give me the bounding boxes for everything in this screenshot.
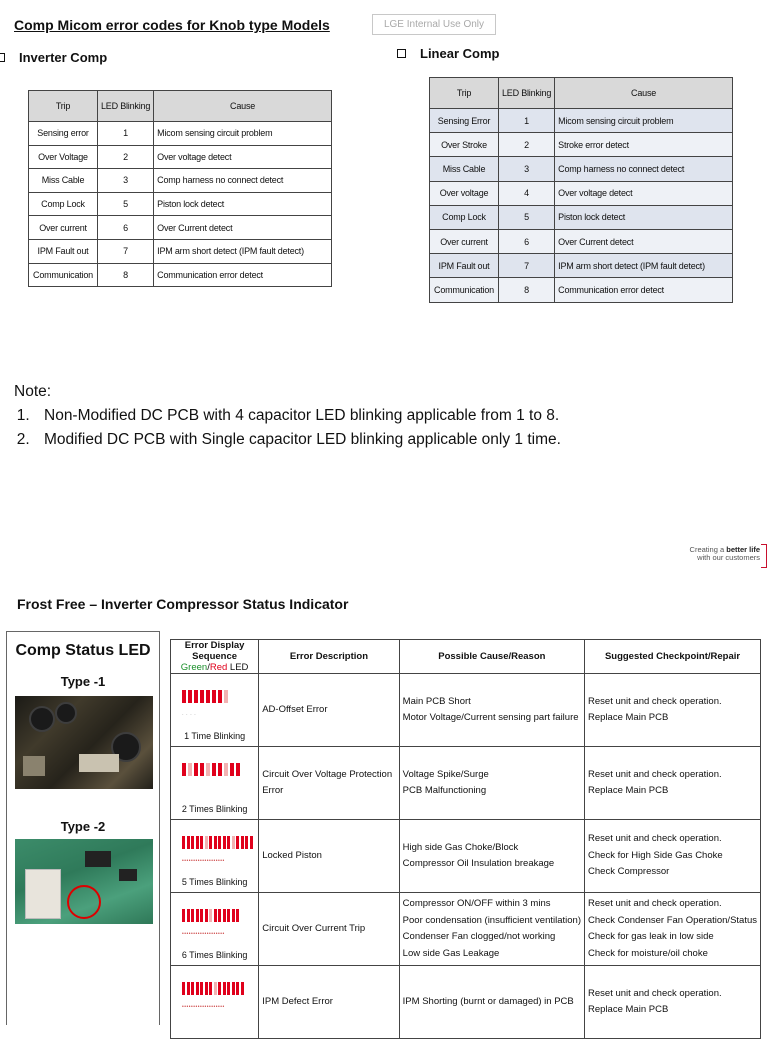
led-cell: 5 (98, 192, 154, 216)
repair-cell (585, 674, 761, 747)
comp-status-panel (6, 631, 160, 1025)
trip-cell: IPM Fault out (29, 239, 98, 263)
trip-cell: Over Stroke (430, 133, 499, 157)
repair-cell (585, 747, 761, 820)
pcb-photo-type1 (15, 696, 153, 789)
header-led: LED Blinking (98, 91, 154, 122)
led-blink-icon (182, 763, 240, 776)
blink-label: 6 Times Blinking (181, 949, 248, 960)
led-cell: 7 (499, 254, 555, 278)
type2-label: Type -2 (60, 819, 106, 834)
trip-cell: Communication (29, 263, 98, 287)
panel-title: Comp Status LED (15, 642, 151, 659)
table-header-row (430, 78, 733, 109)
red-label: Red (209, 662, 228, 673)
cause-cell (399, 966, 584, 1039)
cause-line: Low side Gas Leakage (402, 947, 500, 959)
table-header-row (171, 640, 761, 674)
trip-cell: IPM Fault out (430, 254, 499, 278)
repair-cell (585, 893, 761, 966)
blink-label: 2 Times Blinking (181, 803, 248, 814)
led-cell: 2 (98, 145, 154, 169)
table-row (430, 229, 733, 253)
cause-cell (399, 674, 584, 747)
description-cell: IPM Defect Error (259, 966, 399, 1039)
header-repair: Suggested Checkpoint/Repair (585, 640, 761, 674)
led-blink-icon (182, 909, 239, 922)
trip-cell: Over Voltage (29, 145, 98, 169)
table-row (171, 893, 761, 966)
repair-line: Check Compressor (588, 866, 670, 878)
led-blink-icon (182, 690, 228, 703)
type1-label: Type -1 (60, 674, 106, 689)
header-sequence (171, 640, 259, 674)
table-row (430, 254, 733, 278)
led-cell: 3 (98, 169, 154, 193)
repair-line: Replace Main PCB (588, 785, 669, 796)
header-led: LED Blinking (499, 78, 555, 109)
inverter-error-table (28, 90, 332, 287)
table-row (171, 966, 761, 1039)
cause-line: Main PCB Short (402, 695, 471, 707)
repair-line: Reset unit and check operation. (588, 898, 722, 909)
header-cause: Cause (555, 78, 733, 109)
inverter-section-title (0, 50, 107, 65)
cause-cell: Over voltage detect (154, 145, 332, 169)
repair-line: Replace Main PCB (588, 712, 669, 723)
repair-line: Reset unit and check operation. (588, 833, 722, 845)
sep-label: / (207, 662, 210, 673)
cause-cell: Communication error detect (154, 263, 332, 287)
led-cell: 8 (98, 263, 154, 287)
cause-cell: Communication error detect (555, 278, 733, 302)
led-cell: 4 (499, 181, 555, 205)
cause-cell: Over Current detect (154, 216, 332, 240)
repair-line: Replace Main PCB (588, 1004, 669, 1015)
cause-cell: Over Current detect (555, 229, 733, 253)
note-item: 2. Modified DC PCB with Single capacitor LED blinking applicable only 1 time. (34, 428, 561, 452)
table-row (29, 263, 332, 287)
slogan-text: Creating a (689, 545, 727, 554)
led-blink-icon (182, 836, 253, 849)
table-row (430, 278, 733, 302)
led-cell: 6 (98, 216, 154, 240)
linear-title-text: Linear Comp (420, 46, 500, 61)
slogan-bold: better life (726, 545, 760, 554)
pcb-photo-type2 (15, 839, 153, 924)
blink-label: 5 Times Blinking (181, 876, 248, 887)
led-blink-icon (182, 982, 244, 995)
cause-line: Voltage Spike/Surge (402, 768, 489, 780)
cause-cell (399, 893, 584, 966)
table-row (29, 192, 332, 216)
linear-error-table (429, 77, 733, 303)
table-row (171, 820, 761, 893)
led-cell: 2 (499, 133, 555, 157)
description-cell: AD-Offset Error (259, 674, 399, 747)
green-label: Green (180, 662, 208, 673)
description-cell: Locked Piston (259, 820, 399, 893)
led-label: LED (227, 662, 249, 673)
repair-cell (585, 966, 761, 1039)
trip-cell: Sensing error (29, 122, 98, 146)
table-row (171, 674, 761, 747)
table-row (430, 205, 733, 229)
cause-line: Motor Voltage/Current sensing part failure (402, 712, 579, 723)
description-cell: Circuit Over Current Trip (259, 893, 399, 966)
cause-line: Poor condensation (insufficient ventilation) (402, 914, 581, 926)
cause-cell: Comp harness no connect detect (154, 169, 332, 193)
repair-line: Check for gas leak in low side (588, 931, 714, 942)
trip-cell: Over current (430, 229, 499, 253)
cause-cell (399, 820, 584, 893)
trip-cell: Miss Cable (430, 157, 499, 181)
note-label: Note: (14, 383, 52, 400)
slogan-line2: with our customers (697, 553, 760, 562)
repair-line: Reset unit and check operation. (588, 768, 722, 780)
header-trip: Trip (29, 91, 98, 122)
table-row (29, 169, 332, 193)
led-cell: 5 (499, 205, 555, 229)
led-cell: 1 (499, 109, 555, 133)
trip-cell: Miss Cable (29, 169, 98, 193)
table-header-row (29, 91, 332, 122)
cause-line: Condenser Fan clogged/not working (402, 931, 556, 942)
header-seq-title: Error Display Sequence (184, 640, 245, 662)
trip-cell: Comp Lock (29, 192, 98, 216)
slogan-bracket-icon (761, 544, 767, 568)
cause-line: Compressor Oil Insulation breakage (402, 858, 555, 869)
led-cell: 1 (98, 122, 154, 146)
table-row (29, 216, 332, 240)
repair-line: Reset unit and check operation. (588, 695, 722, 707)
linear-section-title (397, 46, 499, 61)
internal-use-badge: LGE Internal Use Only (372, 14, 496, 35)
table-row (430, 109, 733, 133)
repair-cell (585, 820, 761, 893)
sequence-cell: · · · · 1 Time Blinking (171, 674, 259, 747)
header-description: Error Description (259, 640, 399, 674)
table-row (171, 747, 761, 820)
cause-line: PCB Malfunctioning (402, 785, 487, 796)
note-item: 1. Non-Modified DC PCB with 4 capacitor LED blinking applicable from 1 to 8. (34, 404, 561, 428)
cause-cell: IPM arm short detect (IPM fault detect) (154, 239, 332, 263)
repair-line: Check Condenser Fan Operation/Status (588, 914, 757, 926)
header-seq-colors (171, 662, 258, 673)
checkbox-bullet-icon (0, 53, 5, 62)
cause-cell: Micom sensing circuit problem (555, 109, 733, 133)
frost-section-title: Frost Free – Inverter Compressor Status Indicator (17, 596, 349, 612)
cause-line: IPM Shorting (burnt or damaged) in PCB (402, 995, 574, 1007)
checkbox-bullet-icon (397, 49, 406, 58)
sequence-cell: ••••••••••••••••••• 6 Times Blinking (171, 893, 259, 966)
header-trip: Trip (430, 78, 499, 109)
cause-cell: Piston lock detect (154, 192, 332, 216)
table-row (430, 181, 733, 205)
sequence-cell: ••••••••••••••••••• (171, 966, 259, 1039)
sequence-cell: ••••••••••••••••••• 5 Times Blinking (171, 820, 259, 893)
sequence-cell (171, 747, 259, 820)
description-cell: Circuit Over Voltage Protection Error (259, 747, 399, 820)
cause-cell: Piston lock detect (555, 205, 733, 229)
table-row (29, 122, 332, 146)
header-cause: Possible Cause/Reason (399, 640, 584, 674)
trip-cell: Over voltage (430, 181, 499, 205)
cause-cell: Micom sensing circuit problem (154, 122, 332, 146)
led-cell: 8 (499, 278, 555, 302)
repair-line: Reset unit and check operation. (588, 987, 722, 999)
table-row (430, 157, 733, 181)
cause-line: Compressor ON/OFF within 3 mins (402, 898, 551, 909)
led-cell: 7 (98, 239, 154, 263)
trip-cell: Communication (430, 278, 499, 302)
led-cell: 6 (499, 229, 555, 253)
cause-cell: Over voltage detect (555, 181, 733, 205)
highlight-circle-icon (67, 885, 101, 919)
cause-cell (399, 747, 584, 820)
cause-cell: Stroke error detect (555, 133, 733, 157)
note-block (14, 380, 561, 452)
cause-cell: Comp harness no connect detect (555, 157, 733, 181)
trip-cell: Sensing Error (430, 109, 499, 133)
repair-line: Check for High Side Gas Choke (588, 849, 723, 861)
status-indicator-table (170, 639, 761, 1039)
page-title: Comp Micom error codes for Knob type Models (14, 17, 330, 33)
header-cause: Cause (154, 91, 332, 122)
trip-cell: Over current (29, 216, 98, 240)
cause-cell: IPM arm short detect (IPM fault detect) (555, 254, 733, 278)
blink-label: 1 Time Blinking (184, 730, 246, 741)
table-row (29, 145, 332, 169)
table-row (430, 133, 733, 157)
repair-line: Check for moisture/oil choke (588, 947, 708, 959)
note-list (14, 404, 561, 452)
led-cell: 3 (499, 157, 555, 181)
brand-slogan (690, 546, 760, 562)
inverter-title-text: Inverter Comp (19, 50, 108, 65)
trip-cell: Comp Lock (430, 205, 499, 229)
cause-line: High side Gas Choke/Block (402, 841, 519, 853)
table-row (29, 239, 332, 263)
